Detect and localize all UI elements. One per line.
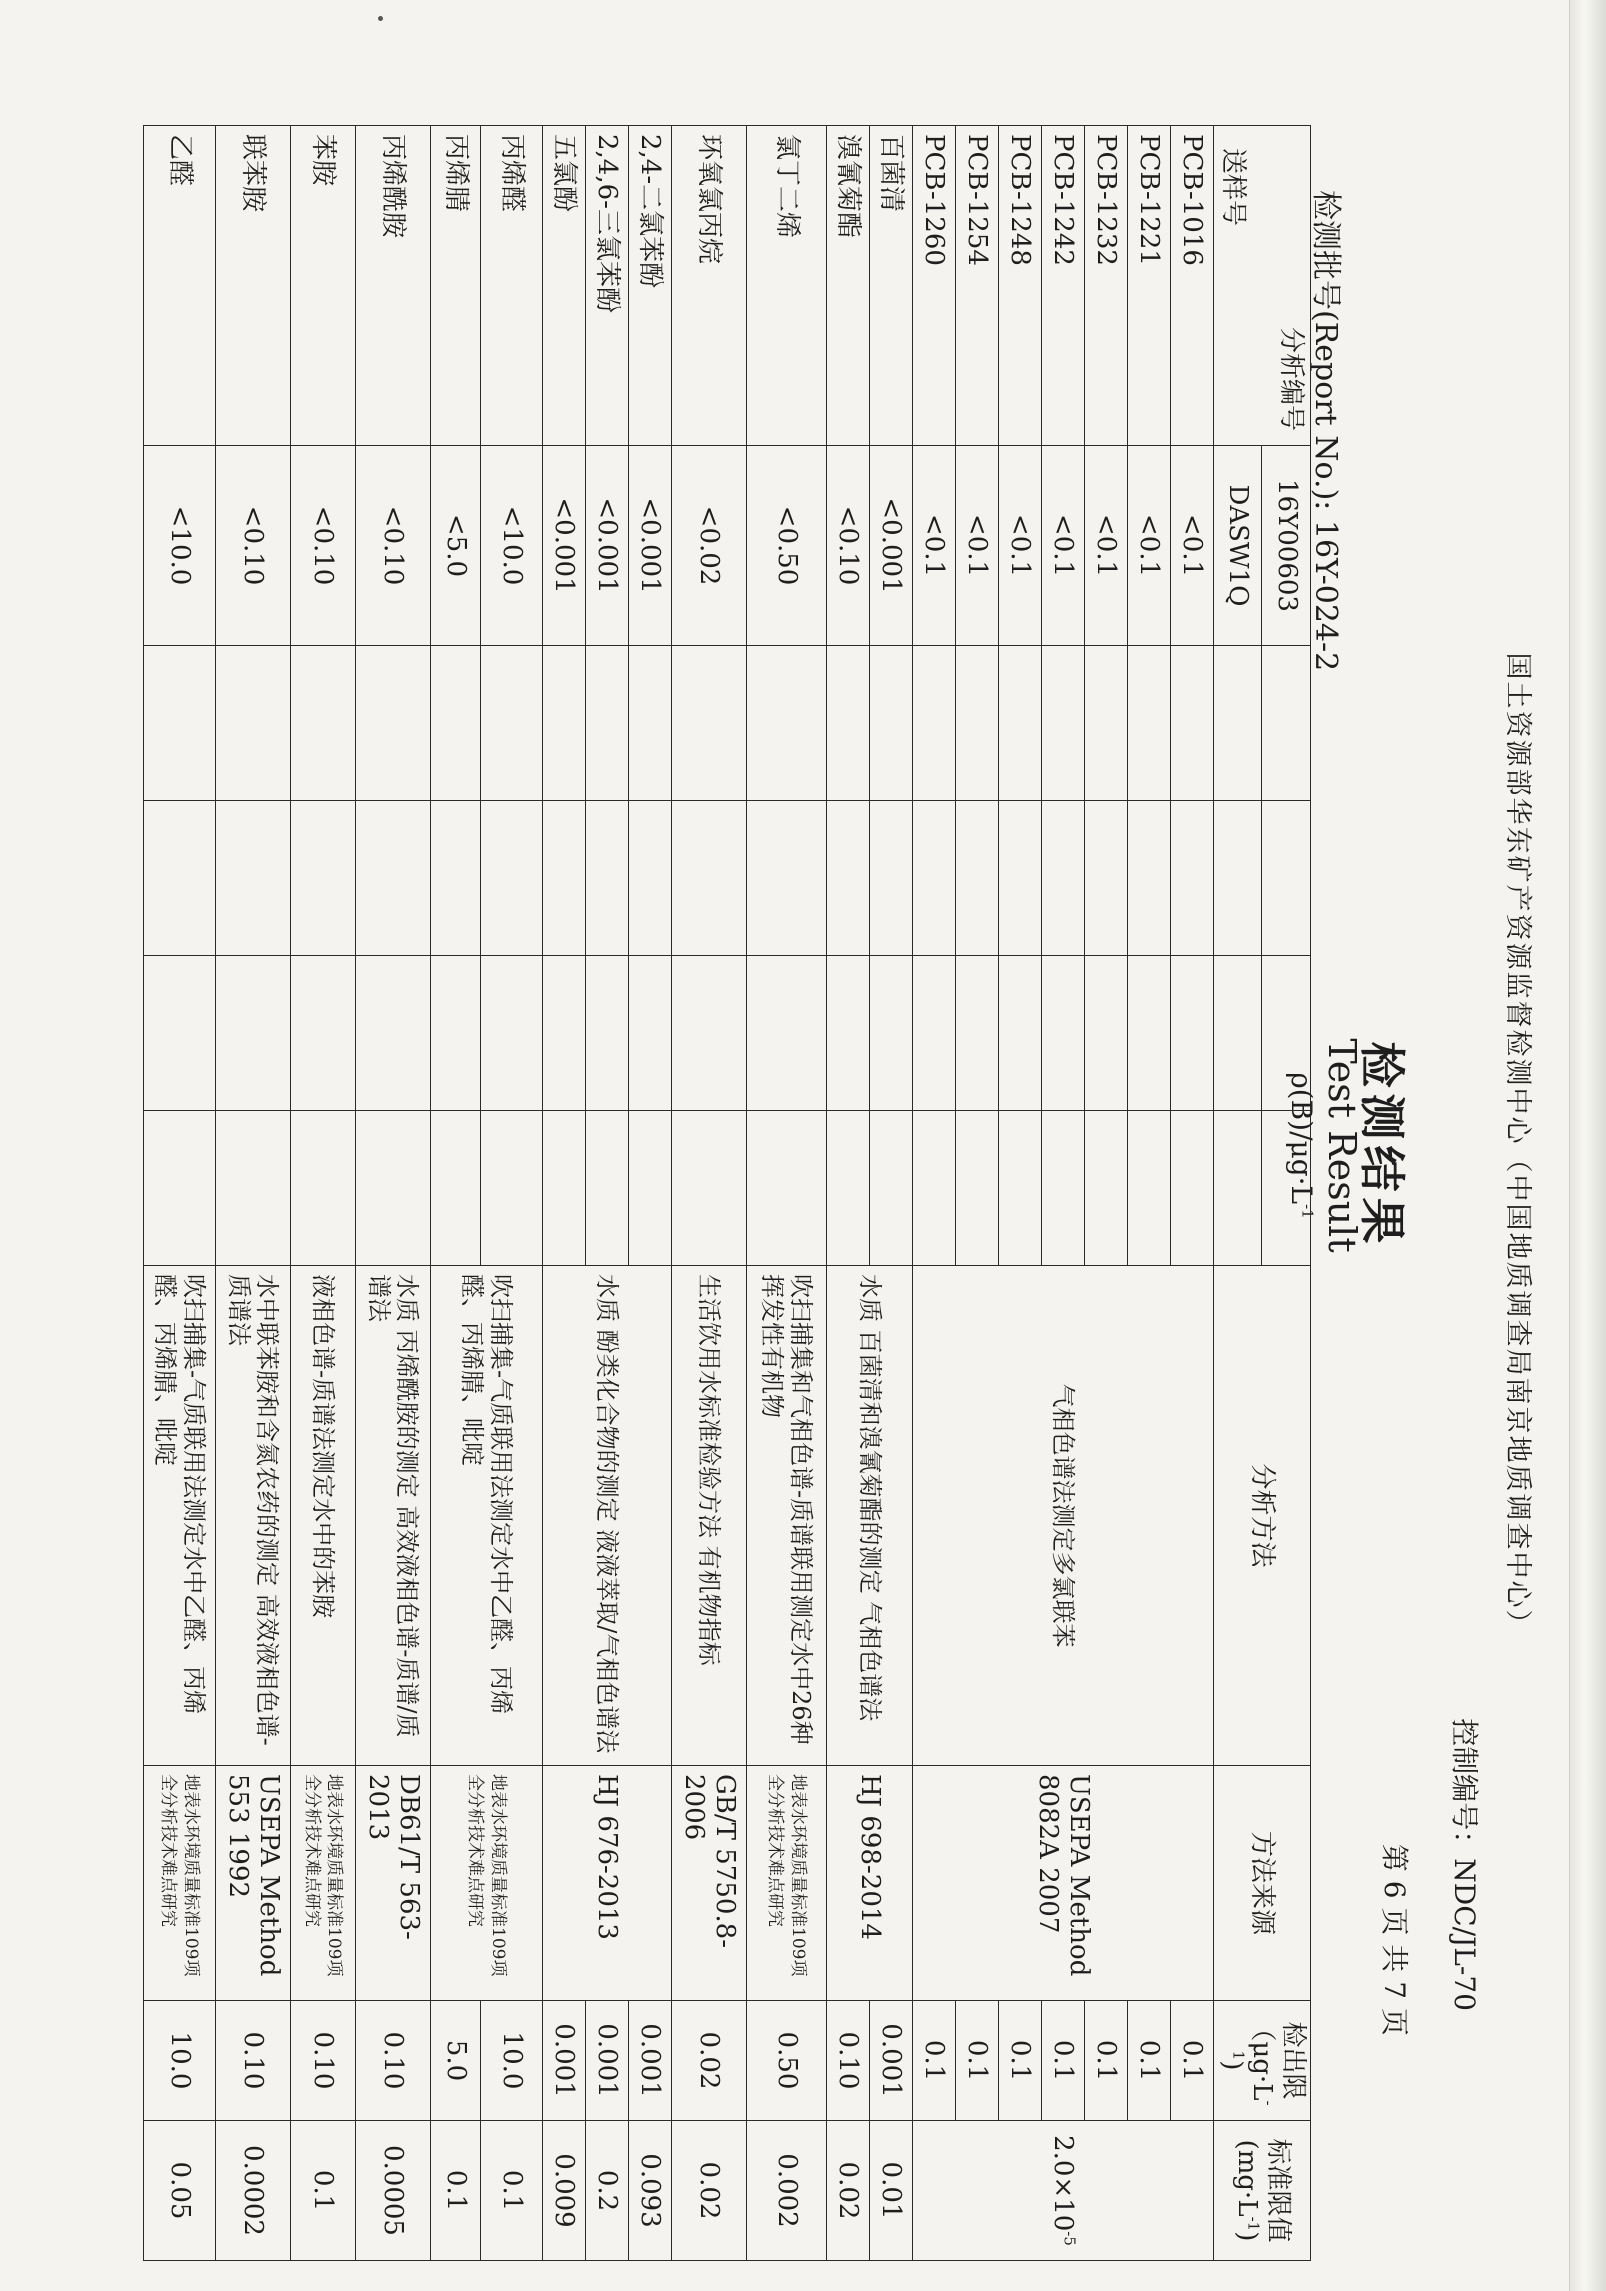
table-row [869, 126, 912, 2261]
table-row [746, 126, 826, 2261]
detection-limit: 0.1 [1127, 2001, 1170, 2121]
report-title-en: Test Result [1320, 1038, 1364, 1253]
page-number: 第 6 页 共 7 页 [1378, 1843, 1411, 2036]
detection-limit: 0.10 [215, 2001, 290, 2121]
standard-limit: 0.002 [746, 2121, 826, 2261]
analyte-name: 氯丁二烯 [746, 126, 826, 446]
detection-limit-header: 检出限 $(\mu g\cdot L^{-1})$ [1213, 2001, 1310, 2121]
result-value: <0.02 [671, 446, 746, 646]
standard-limit: 0.02 [671, 2121, 746, 2261]
source-header: 方法来源 [1213, 1766, 1310, 2001]
control-number: 控制编号：NDC/JL-70 [1448, 1718, 1481, 2011]
result-value: <0.10 [290, 446, 355, 646]
method-text: 吹扫捕集和气相色谱-质谱联用测定水中26种挥发性有机物 [746, 1266, 826, 1766]
detection-limit: 0.001 [628, 2001, 671, 2121]
pcb-method: 气相色谱法测定多氯联苯 [912, 1266, 1213, 1766]
standard-limit: 0.2 [585, 2121, 628, 2261]
analyte-name: 苯胺 [290, 126, 355, 446]
analyte-name: PCB-1016 [1170, 126, 1213, 446]
standard-limit: 0.0002 [215, 2121, 290, 2261]
method-text: 生活饮用水标准检验方法 有机物指标 [671, 1266, 746, 1766]
standard-limit: 0.1 [290, 2121, 355, 2261]
analyte-name: 联苯胺 [215, 126, 290, 446]
table-row [143, 126, 215, 2261]
result-value: <0.1 [1127, 446, 1170, 646]
analyte-name: PCB-1248 [998, 126, 1041, 446]
source-text: DB61/T 563-2013 [355, 1766, 430, 2001]
table-row [1170, 126, 1213, 2261]
analyte-name: PCB-1260 [912, 126, 955, 446]
result-value: <0.001 [542, 446, 585, 646]
table-row [671, 126, 746, 2261]
table-row [215, 126, 290, 2261]
batch-number: 检测批号(Report No.): 16Y-024-2 [1308, 190, 1343, 672]
result-value: <0.001 [628, 446, 671, 646]
result-value: <5.0 [430, 446, 480, 646]
analyte-name: 2,4,6-三氯苯酚 [585, 126, 628, 446]
result-value: <0.001 [585, 446, 628, 646]
analyte-name: PCB-1242 [1041, 126, 1084, 446]
detection-limit: 0.50 [746, 2001, 826, 2121]
analyte-name: 溴氰菊酯 [826, 126, 869, 446]
table-row [480, 126, 542, 2261]
result-value: <0.001 [869, 446, 912, 646]
analyte-name: 丙烯酰胺 [355, 126, 430, 446]
source-text: 地表水环境质量标准109项全分析技术难点研究 [430, 1766, 542, 2001]
detection-limit: 10.0 [480, 2001, 542, 2121]
pcb-source: USEPA Method 8082A 2007 [912, 1766, 1213, 2001]
pcb-standard: $2.0\times 10^{-5}$ [912, 2121, 1213, 2261]
table-row [290, 126, 355, 2261]
analyte-name: 百菌清 [869, 126, 912, 446]
source-text: USEPA Method 553 1992 [215, 1766, 290, 2001]
method-text: 液相色谱-质谱法测定水中的苯胺 [290, 1266, 355, 1766]
result-value: <0.1 [1041, 446, 1084, 646]
detection-limit: 0.1 [1084, 2001, 1127, 2121]
table-header-row-1 [1262, 126, 1311, 2261]
source-text: GB/T 5750.8-2006 [671, 1766, 746, 2001]
analyte-name: PCB-1221 [1127, 126, 1170, 446]
analyte-name: PCB-1232 [1084, 126, 1127, 446]
standard-limit-header: 标准限值 $(mg\cdot L^{-1})$ [1213, 2121, 1310, 2261]
method-text: 水质 丙烯酰胺的测定 高效液相色谱-质谱/质谱法 [355, 1266, 430, 1766]
result-value: <0.1 [998, 446, 1041, 646]
result-value: <0.10 [826, 446, 869, 646]
detection-limit: 0.1 [998, 2001, 1041, 2121]
detection-limit: 0.02 [671, 2001, 746, 2121]
sample-no-value: DASW1Q [1213, 446, 1262, 646]
analysis-no-header: 分析编号 送样号 [1213, 126, 1310, 446]
method-text: 吹扫捕集-气质联用法测定水中乙醛、丙烯醛、丙烯腈、吡啶 [430, 1266, 542, 1766]
table-row [355, 126, 430, 2261]
detection-limit: 5.0 [430, 2001, 480, 2121]
result-value: <0.1 [912, 446, 955, 646]
result-value: <0.10 [215, 446, 290, 646]
analyte-name: 丙烯醛 [480, 126, 542, 446]
standard-limit: 0.0005 [355, 2121, 430, 2261]
detection-limit: 0.10 [826, 2001, 869, 2121]
detection-limit: 0.1 [912, 2001, 955, 2121]
method-text: 水质 百菌清和溴氰菊酯的测定 气相色谱法 [826, 1266, 912, 1766]
standard-limit: 0.05 [143, 2121, 215, 2261]
analyte-name: 环氧氯丙烷 [671, 126, 746, 446]
standard-limit: 0.02 [826, 2121, 869, 2261]
detection-limit: 0.10 [290, 2001, 355, 2121]
unit-label: $\rho(B)/\mu g\cdot L^{-1}$ [1285, 1072, 1318, 1219]
detection-limit: 10.0 [143, 2001, 215, 2121]
standard-limit: 0.009 [542, 2121, 585, 2261]
result-value: <0.1 [955, 446, 998, 646]
analyte-name: 2,4-二氯苯酚 [628, 126, 671, 446]
analyte-name: 五氯酚 [542, 126, 585, 446]
method-text: 水质 酚类化合物的测定 液液萃取/气相色谱法 [542, 1266, 671, 1766]
detection-limit: 0.001 [542, 2001, 585, 2121]
detection-limit: 0.001 [869, 2001, 912, 2121]
source-text: 地表水环境质量标准109项全分析技术难点研究 [290, 1766, 355, 2001]
detection-limit: 0.1 [955, 2001, 998, 2121]
table-row [628, 126, 671, 2261]
analyte-name: 丙烯腈 [430, 126, 480, 446]
detection-limit: 0.1 [1041, 2001, 1084, 2121]
source-text: HJ 676-2013 [542, 1766, 671, 2001]
method-header: 分析方法 [1213, 1266, 1310, 1766]
detection-limit: 0.10 [355, 2001, 430, 2121]
report-title-cn: 检测结果 [1355, 1041, 1409, 1250]
source-text: 地表水环境质量标准109项全分析技术难点研究 [143, 1766, 215, 2001]
analysis-no-value: 16Y00603 [1262, 446, 1311, 646]
standard-limit: 0.093 [628, 2121, 671, 2261]
method-text: 吹扫捕集-气质联用法测定水中乙醛、丙烯醛、丙烯腈、吡啶 [143, 1266, 215, 1766]
source-text: HJ 698-2014 [826, 1766, 912, 2001]
organization-name: 国土资源部华东矿产资源监督检测中心（中国地质调查局南京地质调查中心） [1502, 652, 1533, 1639]
method-text: 水中联苯胺和含氮农药的测定 高效液相色谱-质谱法 [215, 1266, 290, 1766]
result-value: <0.50 [746, 446, 826, 646]
result-value: <0.1 [1170, 446, 1213, 646]
standard-limit: 0.1 [480, 2121, 542, 2261]
source-text: 地表水环境质量标准109项全分析技术难点研究 [746, 1766, 826, 2001]
result-value: <10.0 [143, 446, 215, 646]
results-table [143, 125, 1311, 2261]
analyte-name: PCB-1254 [955, 126, 998, 446]
analyte-name: 乙醛 [143, 126, 215, 446]
detection-limit: 0.1 [1170, 2001, 1213, 2121]
detection-limit: 0.001 [585, 2001, 628, 2121]
result-value: <0.1 [1084, 446, 1127, 646]
result-value: <10.0 [480, 446, 542, 646]
result-value: <0.10 [355, 446, 430, 646]
standard-limit: 0.1 [430, 2121, 480, 2261]
standard-limit: 0.01 [869, 2121, 912, 2261]
